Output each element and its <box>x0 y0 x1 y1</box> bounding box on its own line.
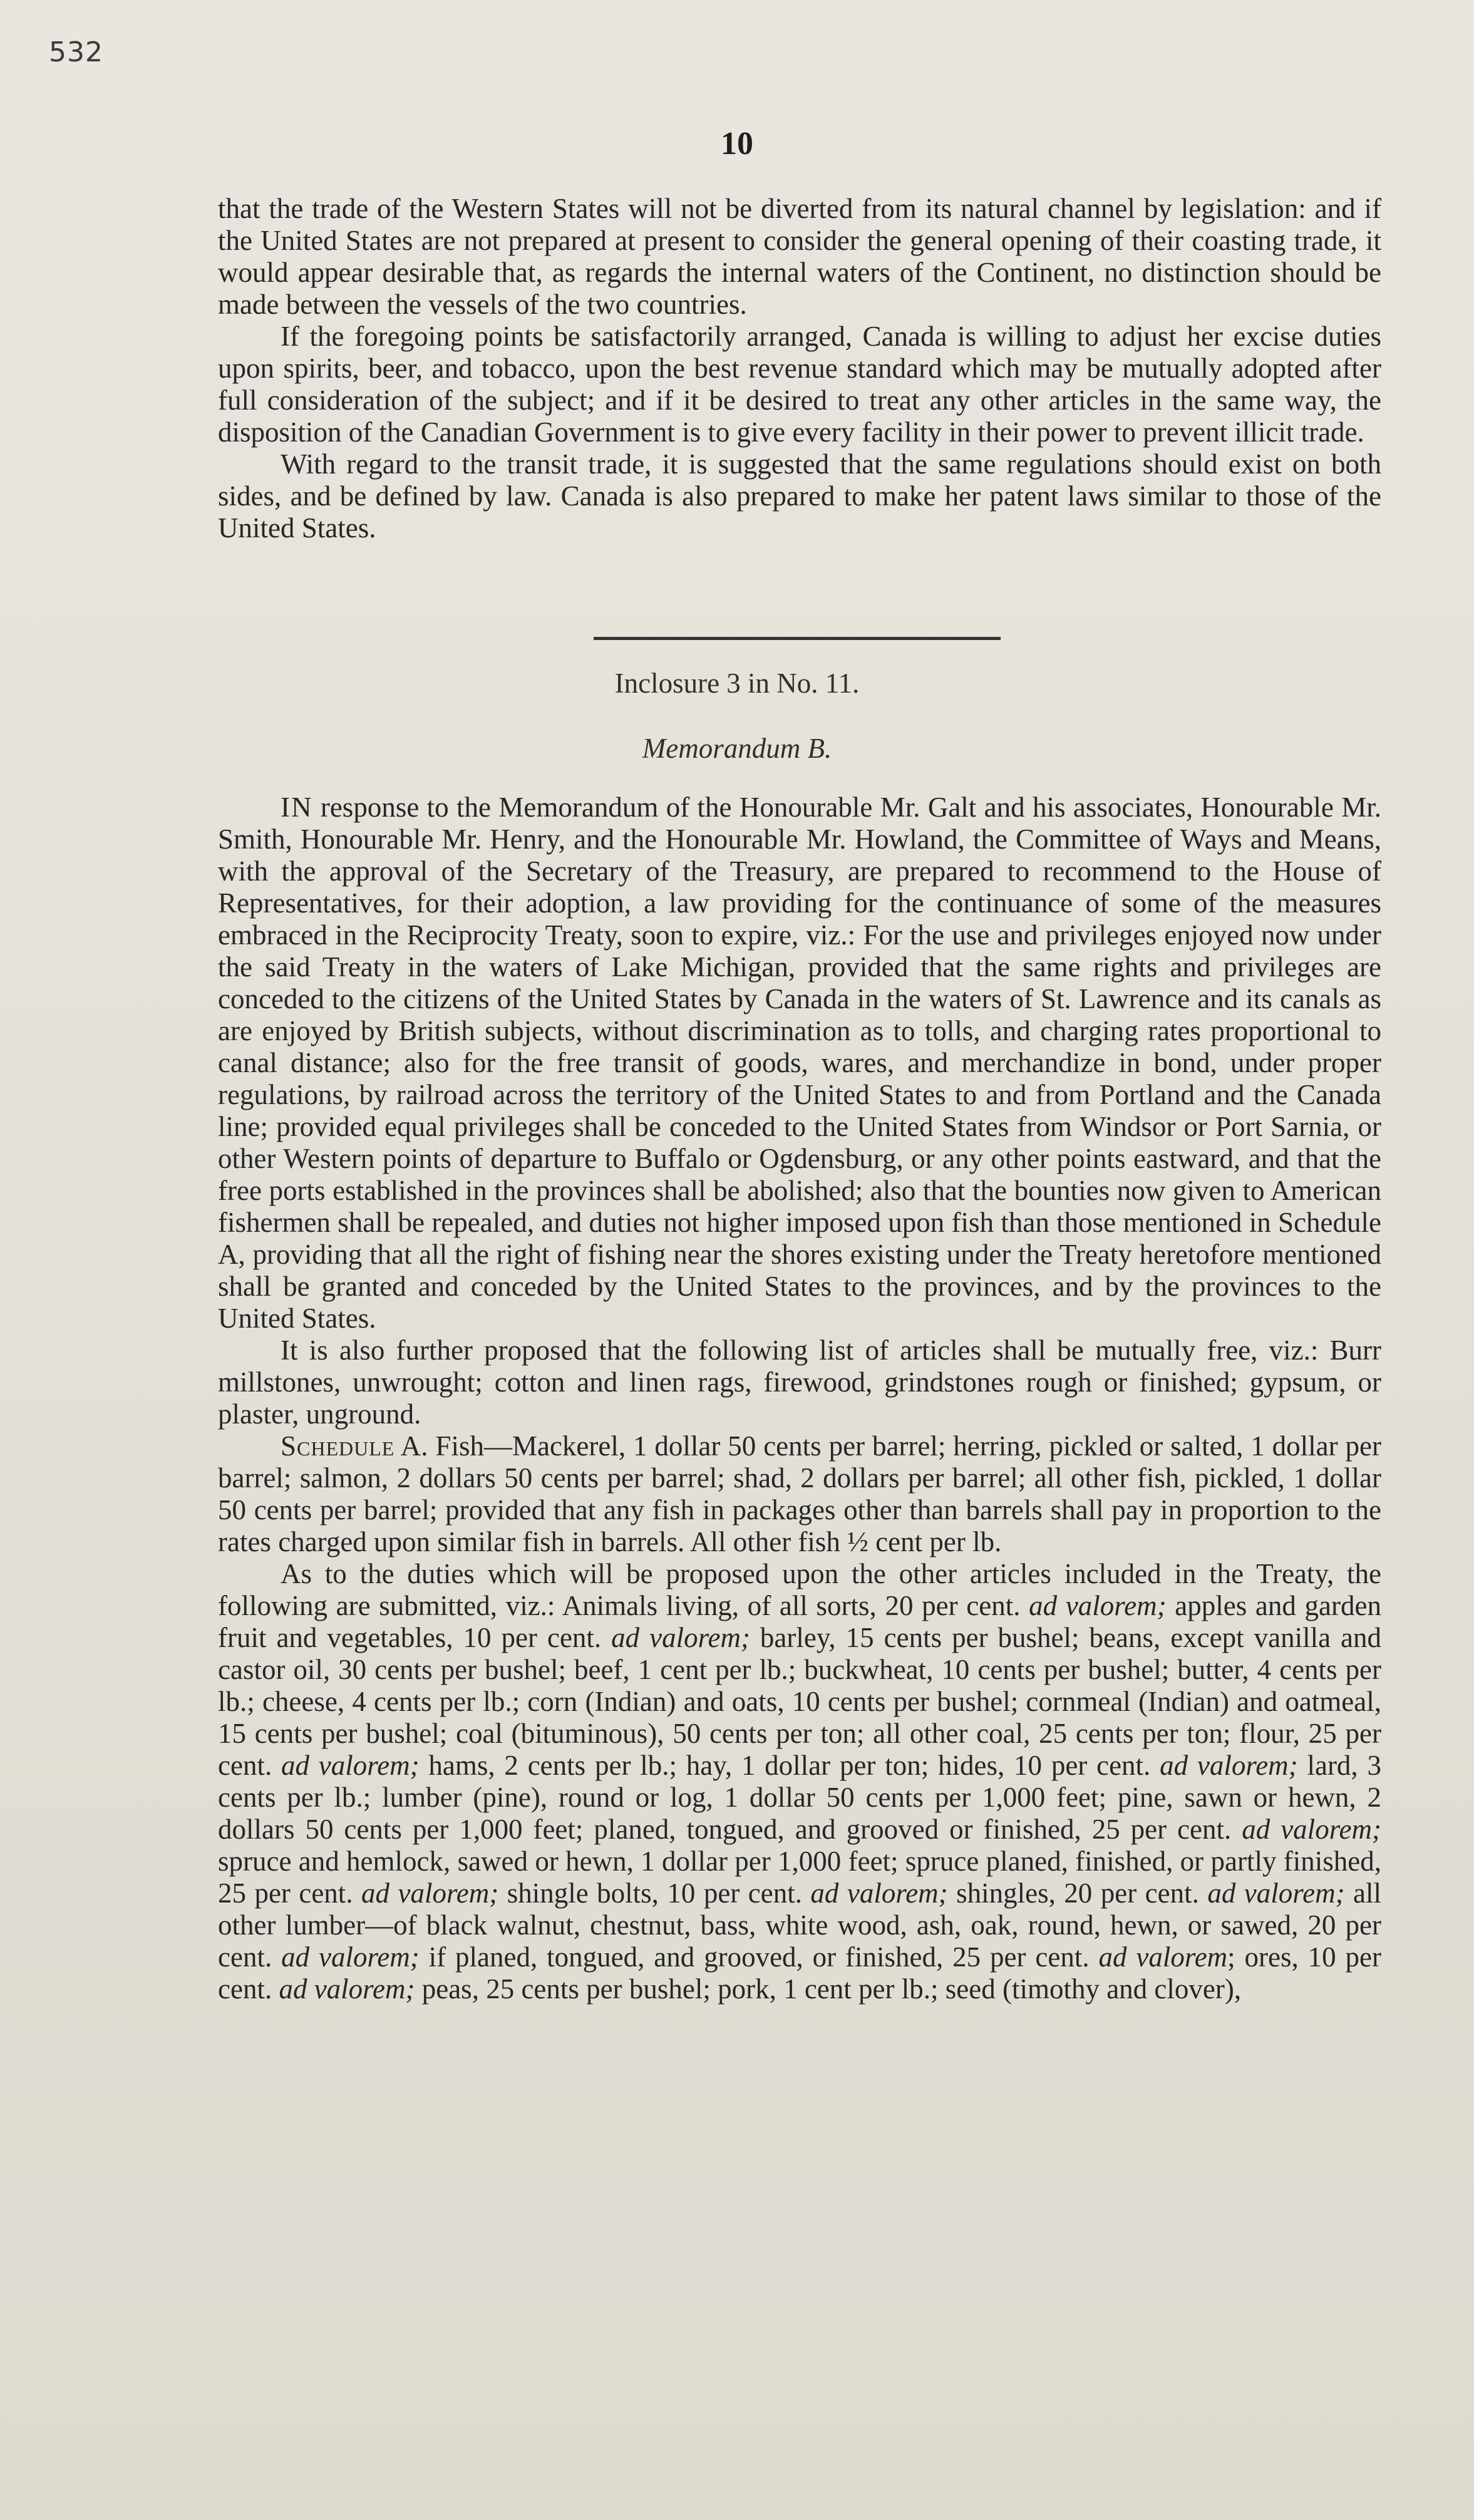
ad-valorem-term: ad valorem; <box>1160 1750 1298 1781</box>
duties-text: hams, 2 cents per lb.; hay, 1 dollar per ton; hides, 10 per cent. <box>419 1750 1160 1781</box>
ad-valorem-term: ad valorem; <box>1207 1877 1345 1909</box>
duties-text: all other lumber—of black walnut, chestnut, bass, white wood, ash, oak, round, hewn, or sawed, 20 per cent. <box>218 1877 1381 1973</box>
memorandum-body <box>218 792 1381 2005</box>
memorandum-paragraph-response <box>218 792 1381 1335</box>
duties-text: shingle bolts, 10 per cent. <box>498 1877 811 1909</box>
ad-valorem-term: ad valorem <box>1098 1941 1228 1973</box>
duties-text: ; ores, 10 per cent. <box>218 1941 1382 2005</box>
paragraph-excise-duties: If the foregoing points be satisfactorily arranged, Canada is willing to adjust her excise duties upon spirits, beer, and tobacco, upon the best revenue standard which may be mutually adopted after full consideration of the subject; and if it be desired to treat any other articles in the same way, the disposition of the Canadian Government is to give every facility in their power to prevent illicit trade. <box>218 321 1381 448</box>
ad-valorem-term: ad valorem; <box>810 1877 948 1909</box>
memorandum-paragraph-free-list: It is also further proposed that the following list of articles shall be mutually free, viz.: Burr millstones, unwrought; cotton and linen rags, firewood, grindstones rough or finished; gypsum, or plaster, unground. <box>218 1335 1381 1430</box>
paragraph-transit-trade: With regard to the transit trade, it is suggested that the same regulations should exist on both sides, and be defined by law. Canada is also prepared to make her patent laws similar to those of the United States. <box>218 448 1381 544</box>
duties-text: As to the duties which will be proposed upon the other articles included in the Treaty, the following are submitted, viz.: Animals living, of all sorts, 20 per cent. <box>218 1558 1381 1621</box>
memorandum-paragraph-schedule-a <box>218 1430 1381 1558</box>
ad-valorem-term: ad valorem; <box>1029 1590 1167 1621</box>
paragraph-text: A. Fish—Mackerel, 1 dollar 50 cents per barrel; herring, pickled or salted, 1 dollar per barrel; salmon, 2 dollars 50 cents per barrel; shad, 2 dollars per barrel; all other fish, pickled, 1 dollar 50 cents per barrel; provided that any fish in packages other than barrels shall pay in proportion to the rates charged upon similar fish in barrels. All other fish ½ cent per lb. <box>218 1430 1381 1557</box>
inclosure-heading: Inclosure 3 in No. 11. <box>614 668 860 699</box>
duties-text: apples and garden fruit and vegetables, 10 per cent. <box>218 1590 1381 1653</box>
duties-text: shingles, 20 per cent. <box>947 1877 1208 1909</box>
section-divider-rule <box>594 637 1001 640</box>
paragraph-text: response to the Memorandum of the Honourable Mr. Galt and his associates, Honourable Mr. Smith, Honourable Mr. Henry, and the Honourable Mr. Howland, the Committee of Ways and Means, with the approval of the Secretary of the Treasury, are prepared to recommend to the House of Representatives, for their adoption, a law providing for the continuance of some of the measures embraced in the Reciprocity Treaty, soon to expire, viz.: For the use and privileges enjoyed now under the said Treaty in the waters of Lake Michigan, provided that the same rights and privileges are conceded to the citizens of the United States by Canada in the waters of St. Lawrence and its canals as are enjoyed by British subjects, without discrimination as to tolls, and charging rates proportional to canal distance; also for the free transit of goods, wares, and merchandize in bond, under proper regulations, by railroad across the territory of the United States to and from Portland and the Canada line; provided equal privileges shall be conceded to the United States from Windsor or Port Sarnia, or other Western points of departure to Buffalo or Ogdensburg, or any other points eastward, and that the free ports established in the provinces shall be abolished; also that the bounties now given to American fishermen shall be repealed, and duties not higher imposed upon fish than those mentioned in Schedule A, providing that all the right of fishing near the shores existing under the Treaty heretofore mentioned shall be granted and conceded by the United States to the provinces, and by the provinces to the United States. <box>218 792 1381 1334</box>
top-text-section <box>218 193 1381 544</box>
memorandum-paragraph-duties <box>218 1558 1381 2005</box>
schedule-label: Schedule <box>281 1430 395 1462</box>
duties-text: barley, 15 cents per bushel; beans, except vanilla and castor oil, 30 cents per bushel; beef, 1 cent per lb.; buckwheat, 10 cents per bushel; butter, 4 cents per lb.; cheese, 4 cents per lb.; corn (Indian) and oats, 10 cents per bushel; cornmeal (Indian) and oatmeal, 15 cents per bushel; coal (bituminous), 50 cents per ton; all other coal, 25 cents per ton; flour, 25 per cent. <box>218 1622 1382 1781</box>
duties-text: if planed, tongued, and grooved, or finished, 25 per cent. <box>419 1941 1099 1973</box>
memorandum-title: Memorandum B. <box>642 733 832 764</box>
duties-text: spruce and hemlock, sawed or hewn, 1 dollar per 1,000 feet; spruce planed, finished, or partly finished, 25 per cent. <box>218 1846 1381 1909</box>
folio-number: 10 <box>721 126 753 162</box>
ad-valorem-term: ad valorem; <box>281 1941 420 1973</box>
ad-valorem-term: ad valorem; <box>611 1622 750 1653</box>
duties-text: peas, 25 cents per bushel; pork, 1 cent per lb.; seed (timothy and clover), <box>415 1973 1242 2005</box>
duties-text: lard, 3 cents per lb.; lumber (pine), round or log, 1 dollar 50 cents per 1,000 feet; pine, sawn or hewn, 2 dollars 50 cents per 1,000 feet; planed, tongued, and grooved or finished, 25 per cent. <box>218 1750 1381 1845</box>
ad-valorem-term: ad valorem; <box>361 1877 499 1909</box>
ad-valorem-term: ad valorem; <box>1242 1814 1381 1845</box>
ad-valorem-term: ad valorem; <box>281 1750 420 1781</box>
ad-valorem-term: ad valorem; <box>279 1973 415 2005</box>
page-number: 532 <box>49 36 103 68</box>
paragraph-continuation: that the trade of the Western States will not be diverted from its natural channel by legislation: and if the United States are not prepared at present to consider the general opening of their coasting trade, it would appear desirable that, as regards the internal waters of the Continent, no distinction should be made between the vessels of the two countries. <box>218 193 1381 320</box>
lead-word: IN <box>281 792 313 823</box>
